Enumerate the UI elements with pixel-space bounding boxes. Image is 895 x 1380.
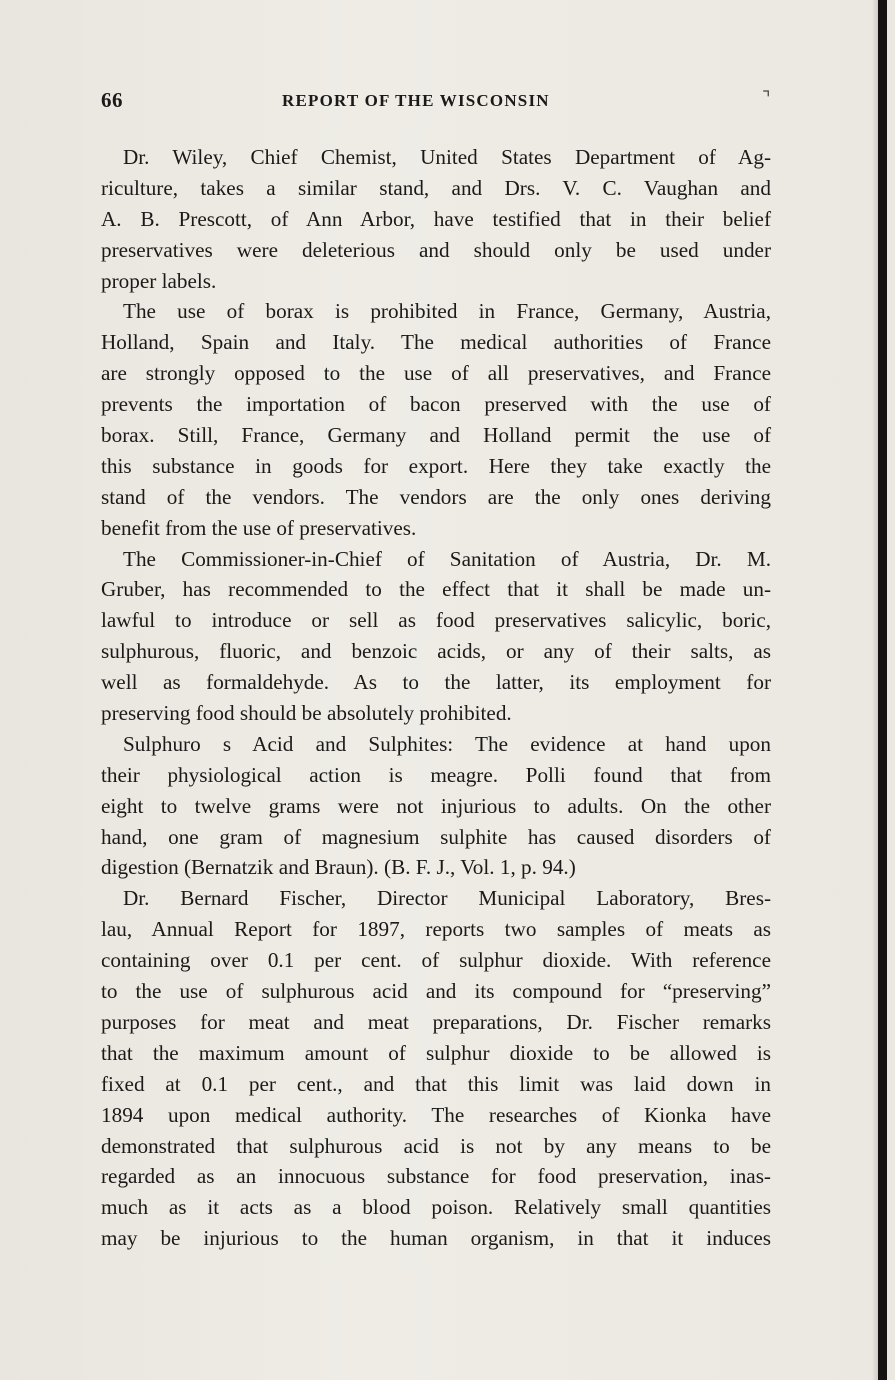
text-line: borax. Still, France, Germany and Holland permit the use of — [101, 423, 771, 448]
text-line: are strongly opposed to the use of all preservatives, and France — [101, 361, 771, 386]
text-line: lau, Annual Report for 1897, reports two samples of meats as — [101, 917, 771, 942]
text-line: their physiological action is meagre. Polli found that from — [101, 762, 771, 787]
text-line: A. B. Prescott, of Ann Arbor, have testified that in their belief — [101, 206, 771, 231]
text-line: may be injurious to the human organism, in that it induces — [101, 1226, 771, 1251]
text-line: demonstrated that sulphurous acid is not by any means to be — [101, 1133, 771, 1158]
text-line: The use of borax is prohibited in France, Germany, Austria, — [123, 299, 771, 324]
text-line: eight to twelve grams were not injurious to adults. On the other — [101, 793, 771, 818]
text-line: lawful to introduce or sell as food preservatives salicylic, boric, — [101, 608, 771, 633]
text-line: digestion (Bernatzik and Braun). (B. F. J., Vol. 1, p. 94.) — [101, 855, 576, 880]
text-line: preservatives were deleterious and should only be used under — [101, 237, 771, 262]
text-line: purposes for meat and meat preparations, Dr. Fischer remarks — [101, 1009, 771, 1034]
running-head: REPORT OF THE WISCONSIN — [282, 91, 550, 110]
text-line: 1894 upon medical authority. The researches of Kionka have — [101, 1102, 771, 1127]
text-line: this substance in goods for export. Here they take exactly the — [101, 453, 771, 478]
text-line: hand, one gram of magnesium sulphite has caused disorders of — [101, 824, 771, 849]
text-line: stand of the vendors. The vendors are the only ones deriving — [101, 484, 771, 509]
text-line: sulphurous, fluoric, and benzoic acids, or any of their salts, as — [101, 639, 771, 664]
text-line: Holland, Spain and Italy. The medical authorities of France — [101, 330, 771, 355]
text-line: Sulphuro s Acid and Sulphites: The evidence at hand upon — [123, 731, 771, 756]
text-line: riculture, takes a similar stand, and Drs. V. C. Vaughan and — [101, 175, 771, 200]
text-line: prevents the importation of bacon preserved with the use of — [101, 392, 771, 417]
text-line: to the use of sulphurous acid and its compound for “preserving” — [101, 979, 771, 1004]
text-line: Gruber, has recommended to the effect that it shall be made un- — [101, 577, 771, 602]
text-line: that the maximum amount of sulphur dioxide to be allowed is — [101, 1040, 771, 1065]
text-line: Dr. Bernard Fischer, Director Municipal Laboratory, Bres- — [123, 886, 771, 911]
page-number: 66 — [101, 88, 123, 112]
text-line: regarded as an innocuous substance for food preservation, inas- — [101, 1164, 771, 1189]
text-line: preserving food should be absolutely prohibited. — [101, 701, 512, 726]
header-corner-mark: ⌝ — [762, 88, 771, 108]
text-line: well as formaldehyde. As to the latter, its employment for — [101, 670, 771, 695]
text-line: containing over 0.1 per cent. of sulphur dioxide. With reference — [101, 948, 771, 973]
page-header — [101, 88, 781, 118]
book-binding-edge — [878, 0, 887, 1380]
text-line: The Commissioner-in-Chief of Sanitation of Austria, Dr. M. — [123, 546, 771, 571]
text-line: much as it acts as a blood poison. Relatively small quantities — [101, 1195, 771, 1220]
text-line: benefit from the use of preservatives. — [101, 515, 417, 540]
text-line: proper labels. — [101, 268, 217, 293]
text-line: Dr. Wiley, Chief Chemist, United States Department of Ag- — [123, 145, 771, 169]
text-line: fixed at 0.1 per cent., and that this limit was laid down in — [101, 1071, 771, 1096]
body-text — [101, 142, 771, 1254]
